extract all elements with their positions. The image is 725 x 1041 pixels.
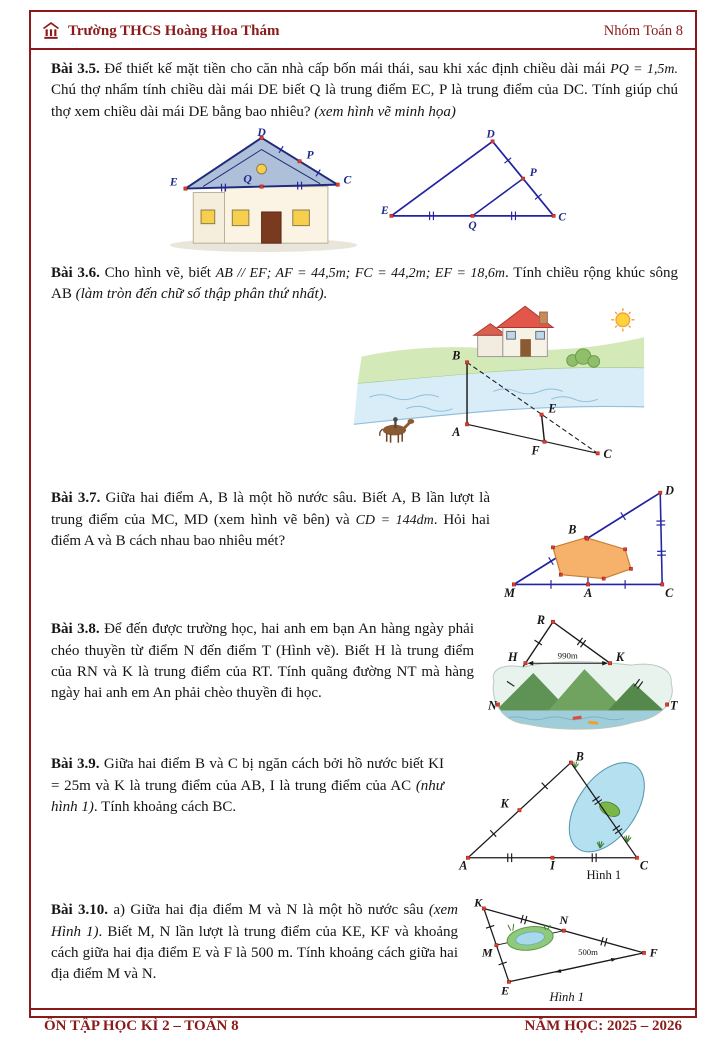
point-label-h: H: [507, 651, 518, 665]
point-label-m: M: [503, 587, 516, 601]
figure-caption: Hình 1: [587, 869, 622, 883]
point-label-c: C: [640, 859, 649, 873]
problem-3-9-note: (như hình 1): [51, 778, 444, 815]
problem-3-5-formula: PQ = 1,5m.: [610, 62, 678, 77]
problem-3-7-row: [51, 483, 678, 607]
figure-3-7-lake-triangle: [502, 483, 678, 607]
problem-3-7-formula: CD = 144dm: [356, 513, 434, 528]
point-label-e: E: [547, 402, 556, 416]
problem-3-9-t1: Giữa hai điểm B và C bị ngăn cách bởi hồ nước biết KI = 25m và K là trung điểm của AB, I là trung điểm của AC: [51, 756, 444, 793]
problem-3-8-row: [51, 614, 678, 742]
river-scene: [348, 306, 648, 471]
distance-label-990m: 990m: [558, 651, 578, 661]
problem-3-7-label: Bài 3.7.: [51, 490, 100, 506]
point-label-e: E: [168, 176, 177, 189]
problem-3-5-t2: Chú thợ nhẩm tính chiều dài mái DE biết Q là trung điểm EC, P là trung điểm của DC. Tính giúp chú thợ xem chiều dài mái DE bằng bao nhiêu?: [51, 82, 678, 119]
group-name: Nhóm Toán 8: [604, 23, 683, 40]
point-label-f: F: [531, 444, 540, 458]
problem-3-5-text: [51, 59, 678, 123]
lake-triangle-diagram: [502, 483, 678, 602]
problem-3-9-row: [51, 749, 678, 888]
point-label-c: C: [603, 448, 612, 462]
point-label-p: P: [529, 167, 537, 179]
problem-3-8-text: [51, 619, 474, 704]
figure-3-6-river: [348, 306, 648, 476]
sun-icon: [611, 309, 634, 332]
lake-diagram-hinh1: [456, 749, 678, 883]
figure-3-9-lake: [456, 749, 678, 888]
point-label-n: N: [487, 699, 498, 713]
point-label-b: B: [575, 750, 584, 764]
point-label-d: D: [256, 126, 266, 139]
point-label-r: R: [536, 613, 545, 627]
problem-3-6-t2: . Tính chiều rộng khúc sông AB: [51, 265, 678, 302]
problem-3-6-t1: Cho hình vẽ, biết: [100, 265, 216, 281]
footer-left: ÔN TẬP HỌC KÌ 2 – TOÁN 8: [44, 1018, 239, 1035]
problem-3-10-t2: . Biết M, N lần lượt là trung điểm của KE, KF và khoảng cách giữa hai địa điểm E và F là 500 m. Tính khoảng cách giữa hai địa điểm M và N.: [51, 924, 458, 983]
problem-3-7-t2: . Hỏi hai điểm A và B cách nhau bao nhiêu mét?: [51, 512, 490, 549]
problem-3-5-note: (xem hình vẽ minh họa): [314, 104, 456, 120]
lake-diagram-hinh1b: [470, 895, 678, 1003]
figure-3-10-lake: [470, 895, 678, 1008]
point-label-p: P: [306, 148, 314, 161]
school-logo-icon: [41, 21, 61, 41]
distance-label-500m: 500m: [578, 947, 598, 957]
point-label-c: C: [558, 211, 566, 223]
point-label-b: B: [451, 349, 460, 363]
school-name: Trường THCS Hoàng Hoa Thám: [68, 23, 280, 40]
house-illustration: [164, 128, 364, 253]
point-label-q: Q: [243, 173, 252, 186]
problem-3-10-label: Bài 3.10.: [51, 902, 108, 918]
problem-3-9-text: [51, 754, 444, 818]
worksheet-body: [31, 50, 695, 1008]
problem-3-10-t1: a) Giữa hai địa điểm M và N là một hồ nước sâu: [108, 902, 429, 918]
point-label-e: E: [500, 984, 509, 998]
point-label-i: I: [549, 859, 556, 873]
point-label-q: Q: [468, 220, 476, 232]
page-footer: [31, 1008, 695, 1041]
point-label-c: C: [665, 587, 674, 601]
problem-3-6-label: Bài 3.6.: [51, 265, 100, 281]
problem-3-8-label: Bài 3.8.: [51, 621, 100, 637]
point-label-f: F: [649, 946, 658, 960]
problem-3-10-text: [51, 900, 458, 985]
problem-3-5-t1: Để thiết kế mặt tiền cho căn nhà cấp bốn mái thái, sau khi xác định chiều dài mái: [100, 61, 610, 77]
point-label-e: E: [379, 205, 388, 217]
problem-3-9-t2: . Tính khoảng cách BC.: [94, 799, 236, 815]
figure-3-5-triangle: [380, 128, 566, 240]
house-icon: [474, 307, 553, 357]
point-label-b: B: [567, 523, 576, 537]
problem-3-9-label: Bài 3.9.: [51, 756, 100, 772]
point-label-a: A: [451, 425, 460, 439]
problem-3-6-formula: AB // EF; AF = 44,5m; FC = 44,2m; EF = 18,6m: [216, 266, 505, 281]
point-label-k: K: [500, 797, 510, 811]
triangle-diagram: [380, 128, 566, 235]
figure-row-3-5: [51, 128, 678, 258]
point-label-d: D: [664, 484, 674, 498]
pond: [506, 924, 555, 953]
figure-3-8-boat-triangle: [486, 614, 678, 742]
point-label-t: T: [670, 699, 678, 713]
problem-3-6-text: [51, 263, 678, 306]
problem-3-6-note: (làm tròn đến chữ số thập phân thứ nhất).: [76, 286, 328, 302]
problem-3-8-t1: Để đến được trường học, hai anh em bạn An hàng ngày phải chéo thuyền từ điểm N đến điểm T (Hình vẽ). Biết H là trung điểm của RN và K là trung điểm của RT. Tính quãng đường NT mà hàng ngày hai anh em An phải chèo thuyền đi học.: [51, 621, 474, 701]
problem-3-7-t1: Giữa hai điểm A, B là một hồ nước sâu. Biết A, B lần lượt là trung điểm của MC, MD (xem hình vẽ bên) và: [51, 490, 490, 527]
point-label-k: K: [473, 896, 483, 910]
point-label-a: A: [458, 859, 467, 873]
point-label-m: M: [481, 946, 494, 960]
page-frame: [29, 10, 697, 1018]
point-label-n: N: [559, 913, 570, 927]
problem-3-5-label: Bài 3.5.: [51, 61, 100, 77]
point-label-k: K: [615, 651, 625, 665]
problem-3-7-text: [51, 488, 490, 552]
point-label-c: C: [343, 174, 351, 187]
point-label-a: A: [583, 587, 592, 601]
footer-right: NĂM HỌC: 2025 – 2026: [525, 1018, 683, 1035]
figure-caption: Hình 1: [549, 991, 584, 1005]
figure-3-5-house: [164, 128, 364, 258]
figure-row-3-6: [51, 306, 678, 476]
page-header: [31, 12, 695, 50]
boat-triangle-diagram: [486, 614, 678, 737]
point-label-d: D: [485, 129, 494, 141]
problem-3-10-note: (xem Hình 1): [51, 902, 458, 939]
problem-3-10-row: [51, 895, 678, 1008]
